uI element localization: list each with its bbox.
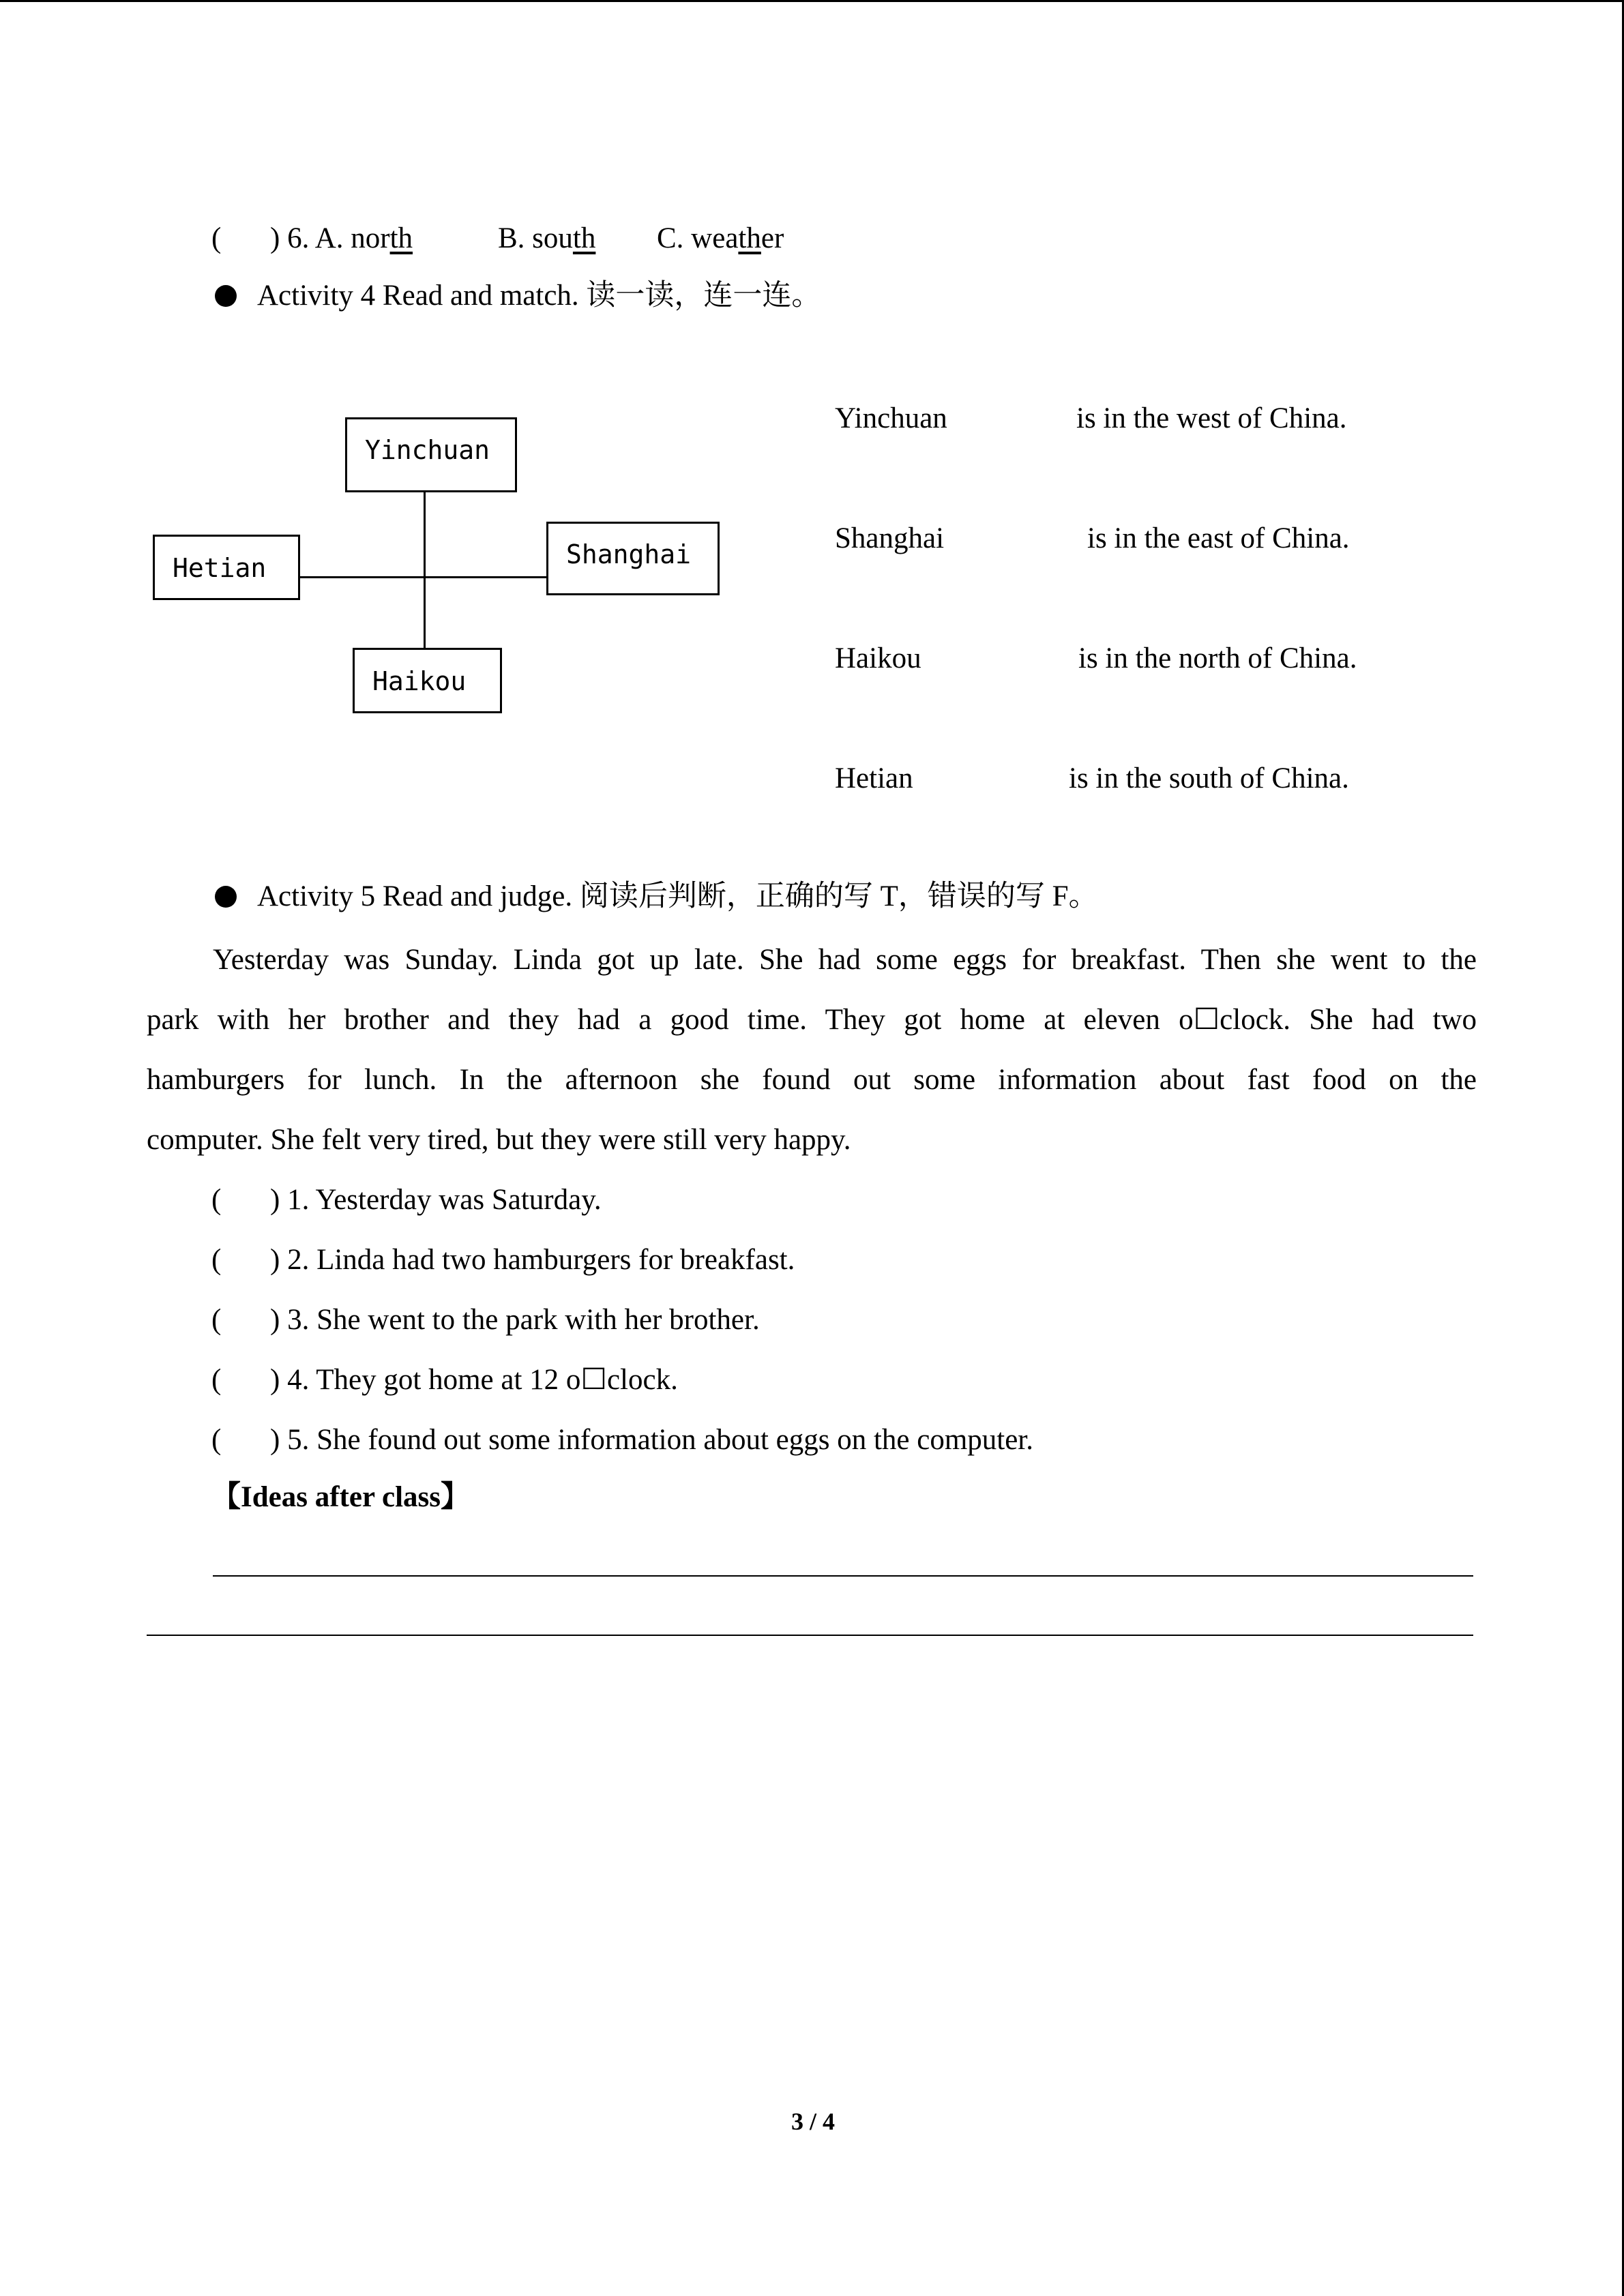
- match-city[interactable]: Yinchuan: [835, 402, 947, 434]
- map-vertical-line: [424, 491, 426, 649]
- option-b: [498, 224, 595, 253]
- question-text: ) 1. Yesterday was Saturday.: [270, 1184, 602, 1216]
- judge-question: [211, 1245, 795, 1274]
- option-c: [657, 224, 784, 253]
- judge-question: [211, 1365, 678, 1395]
- answer-paren[interactable]: (: [211, 1184, 222, 1216]
- passage-line: park with her brother and they had a good time. They got home at eleven o☐clock. She had two: [147, 1004, 1477, 1036]
- activity-5-heading: [215, 882, 1098, 911]
- option-b-text: B. sou: [498, 222, 573, 254]
- match-city[interactable]: Hetian: [835, 762, 913, 794]
- map-box-south: Haikou: [353, 648, 502, 713]
- answer-paren[interactable]: (: [211, 1424, 222, 1456]
- question-text: ) 5. She found out some information about eggs on the computer.: [270, 1424, 1034, 1456]
- map-horizontal-line: [299, 576, 548, 578]
- answer-paren[interactable]: (: [211, 1244, 222, 1276]
- question-text: ) 4. They got home at 12 o☐clock.: [270, 1364, 678, 1396]
- answer-paren[interactable]: (: [211, 1364, 222, 1396]
- option-c-text: C. wea: [657, 222, 739, 254]
- answer-paren[interactable]: (: [211, 222, 222, 254]
- match-phrase[interactable]: is in the west of China.: [1076, 402, 1347, 434]
- question-6: [211, 224, 413, 253]
- match-city[interactable]: Haikou: [835, 642, 921, 674]
- map-box-west: Hetian: [153, 535, 300, 600]
- underlined-letters: th: [389, 222, 413, 254]
- page-number: 3 / 4: [791, 2108, 836, 2135]
- underlined-letters: th: [572, 222, 596, 254]
- passage-line: Yesterday was Sunday. Linda got up late. She had some eggs for breakfast. Then she went to the: [213, 944, 1477, 976]
- question-6-text: ) 6. A. nor: [270, 222, 390, 254]
- page-border: [0, 0, 1624, 2]
- passage-line: hamburgers for lunch. In the afternoon she found out some information about fast food on the: [147, 1064, 1477, 1096]
- judge-question: [211, 1425, 1033, 1455]
- writing-line[interactable]: [147, 1635, 1473, 1636]
- question-text: ) 3. She went to the park with her brother.: [270, 1304, 760, 1336]
- bullet-icon: [215, 886, 237, 908]
- map-box-north: Yinchuan: [345, 417, 517, 492]
- bullet-icon: [215, 285, 237, 307]
- writing-line[interactable]: [213, 1575, 1473, 1577]
- judge-question: [211, 1185, 602, 1214]
- match-city[interactable]: Shanghai: [835, 522, 945, 554]
- activity-4-title: Activity 4 Read and match. 读一读，连一连。: [257, 280, 821, 312]
- match-phrase[interactable]: is in the south of China.: [1069, 762, 1349, 794]
- question-text: ) 2. Linda had two hamburgers for breakfast.: [270, 1244, 795, 1276]
- ideas-heading: 【Ideas after class】: [211, 1481, 471, 1513]
- option-c-text-end: er: [761, 222, 784, 254]
- underlined-letters: th: [738, 222, 761, 254]
- activity-4-heading: [215, 281, 821, 310]
- passage-line: computer. She felt very tired, but they were still very happy.: [147, 1124, 851, 1156]
- match-phrase[interactable]: is in the east of China.: [1087, 522, 1350, 554]
- activity-5-title: Activity 5 Read and judge. 阅读后判断，正确的写 T，错误的写 F。: [257, 880, 1098, 912]
- map-box-east: Shanghai: [546, 522, 720, 595]
- judge-question: [211, 1305, 760, 1335]
- match-phrase[interactable]: is in the north of China.: [1078, 642, 1357, 674]
- answer-paren[interactable]: (: [211, 1304, 222, 1336]
